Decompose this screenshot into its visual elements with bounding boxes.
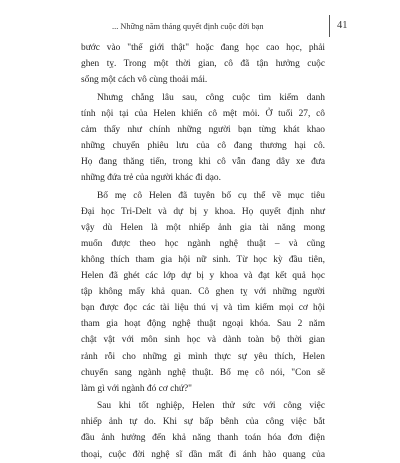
text-line: chật vật với môn sinh học và dành toàn bộ thời gian [81,335,325,346]
text-line: tập không mấy khả quan. Cô ghen tỵ với những người [81,287,325,298]
text-line: tính nội tại của Helen khiến cô mệt mỏi. Ở tuổi 27, cô [81,108,325,119]
text-line: nhiếp ảnh tự do. Khi sự bấp bênh của công việc bắt [81,417,325,428]
paragraph [81,188,325,397]
text-line: chuyển sang ngành nghệ thuật. Bố mẹ cô nói, "Con sẽ [81,367,325,378]
text-line: tham gia hoạt động nghệ thuật ngoại khóa. Sau 2 năm [81,319,325,330]
text-line: sống một cách vô cùng thoải mái. [81,75,208,86]
paragraph [81,40,325,88]
text-line: Bố mẹ cô Helen đã tuyên bố cụ thể về mục tiêu [97,190,325,201]
body-text [81,40,325,463]
page-number: 41 [337,20,348,31]
text-line: thoại, cuộc đời nghệ sĩ dần mất đi ánh hào quang của [81,449,325,460]
text-line: làm gì với ngành đó cơ chứ?" [81,383,192,394]
text-line: đầu ảnh hưởng đến khả năng thanh toán hóa đơn điện [81,433,325,444]
paragraph [81,90,325,187]
text-line: Helen đã ghét các lớp dự bị y khoa và đạt kết quả học [81,271,325,282]
text-line: Họ đang thăng tiến, trong khi cô vẫn đang dây xe đưa [81,157,325,168]
text-line: bạn được đọc các tài liệu thú vị và tìm kiếm mọi cơ hội [81,303,325,314]
text-line: vậy dù Helen là một nhiếp ảnh gia tài năng mong [81,222,325,233]
paragraph [81,398,325,462]
text-line: rảnh rỗi cho những gì mình thực sự yêu thích, Helen [81,351,325,362]
text-line: những chuyến phiêu lưu của cô đang thương hại cô. [81,140,325,151]
text-line: Nhưng chẳng lâu sau, công cuộc tìm kiếm danh [97,92,325,103]
text-line: cảm thấy như chính những người bạn từng khát khao [81,124,325,135]
text-line: Sau khi tốt nghiệp, Helen thử sức với công việc [97,401,325,412]
text-line: muốn được theo học ngành nghệ thuật – và cũng [81,238,325,249]
header-divider [329,15,330,37]
text-line: không thích tham gia hội nữ sinh. Từ học kỳ đầu tiên, [81,255,325,265]
text-line: những đứa trẻ của người khác đi dạo. [81,173,221,184]
text-line: bước vào "thế giới thật" hoặc đang học cao học, phải [81,43,325,53]
text-line: Đại học Tri-Delt và dự bị y khoa. Họ quyết định như [81,206,325,217]
running-header-title: ... Những năm tháng quyết định cuộc đời bạn [112,22,264,31]
text-line: ghen tỵ. Trong một thời gian, cô đã tận hưởng cuộc [81,59,325,70]
